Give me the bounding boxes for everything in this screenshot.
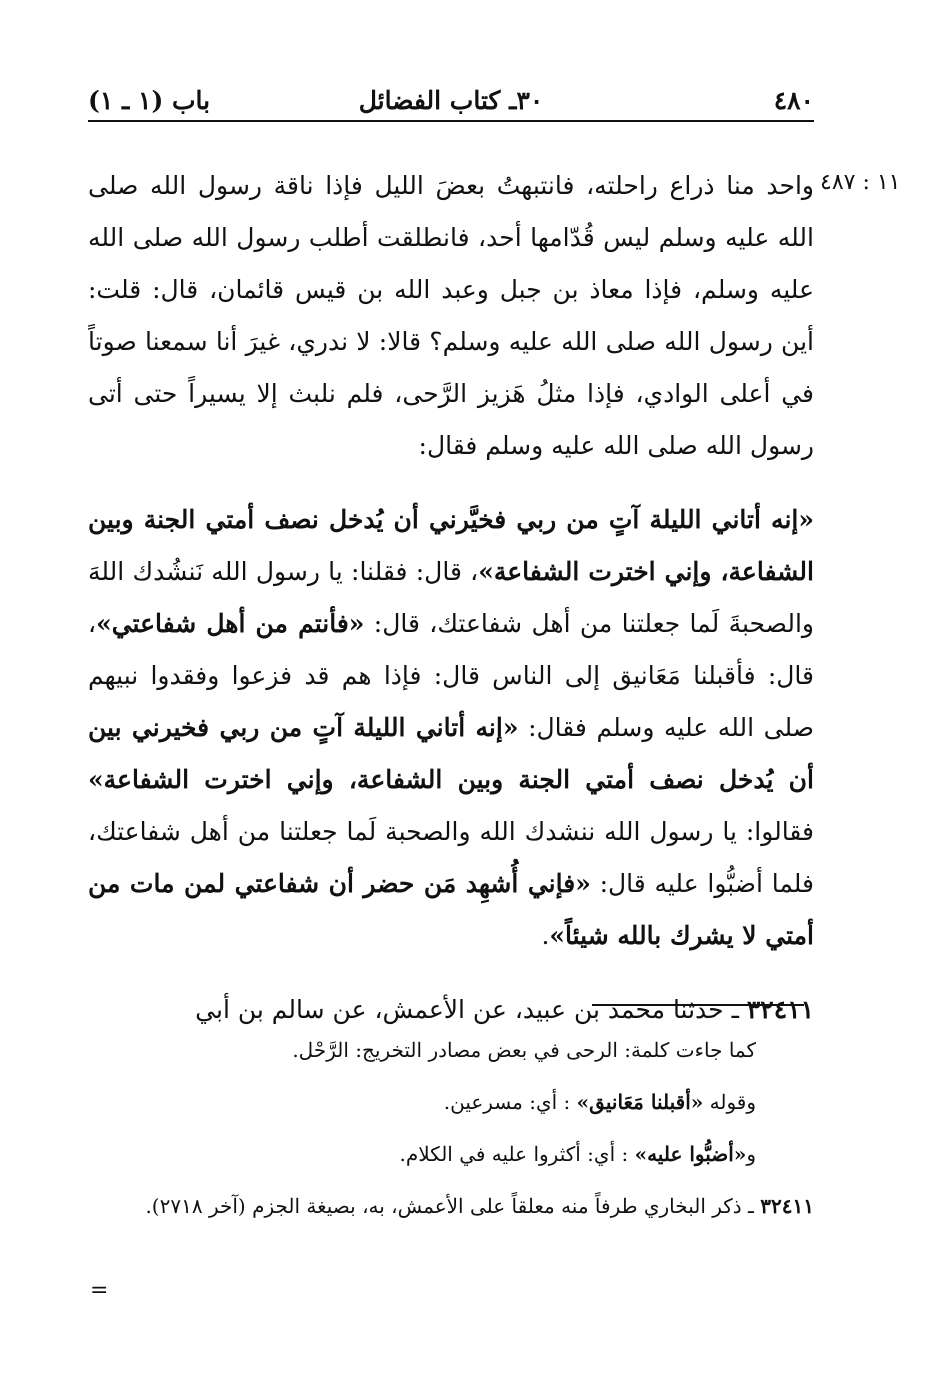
narration-text: فقالوا: يا رسول الله ننشدك الله والصحبة لَما جعلتنا من أهل شفاعتك، فلما أضبُّوا عليه قال: <box>88 817 815 898</box>
footnote-text: : أي: مسرعين. <box>443 1090 577 1114</box>
narration-text: ، قال: فأقبلنا مَعَانيق إلى الناس قال: فإذا هم قد فزعوا وفقدوا نبيهم صلى الله عليه وسلم فقال: <box>88 609 814 742</box>
narration-text: ، قال: فقلنا: يا رسول الله نَنشُدك اللهَ والصحبةَ لَما جعلتنا من أهل شفاعتك، قال: <box>88 557 814 638</box>
footnote-text: : أي: أكثروا عليه في الكلام. <box>399 1142 635 1166</box>
hadith-quote: «إنه أتاني الليلة آتٍ من ربي فخيَّرني أن يُدخل نصف أمتي الجنة وبين الشفاعة، وإني اخترت الشفاعة» <box>88 505 814 586</box>
end-mark: = <box>90 1278 109 1303</box>
main-text <box>88 160 814 1036</box>
footnote-4 <box>88 1184 814 1228</box>
footnote-3 <box>88 1132 814 1176</box>
footnote-2 <box>88 1080 814 1124</box>
narration-text: ـ حدثنا محمد بن عبيد، عن الأعمش، عن سالم بن أبي <box>195 995 747 1024</box>
paragraph-1: واحد منا ذراع راحلته، فانتبهتُ بعضَ الليل فإذا ناقة رسول الله صلى الله عليه وسلم ليس قُدّامها أحد، فانطلقت أطلب رسول الله صلى الله عليه وسلم، فإذا معاذ بن جبل وعبد الله بن قيس قائمان، قال: قلت: أين رسول الله صلى الله عليه وسلم؟ قالا: لا ندري، غيرَ أنا سمعنا صوتاً في أعلى الوادي، فإذا مثلُ هَزيز الرَّحى، فلم نلبث إلا يسيراً حتى أتى رسول الله صلى الله عليه وسلم فقال: <box>88 171 814 460</box>
page-number: ٤٨٠ <box>773 86 814 115</box>
footnote-term: «أقبلنا مَعَانيق» <box>576 1090 704 1114</box>
footnote-text: وقوله <box>703 1090 756 1114</box>
hadith-quote: «إنه أتاني الليلة آتٍ من ربي فخيرني بين أن يُدخل نصف أمتي الجنة وبين الشفاعة، وإني اخترت الشفاعة» <box>88 713 814 794</box>
running-header <box>88 80 814 122</box>
volume-page-reference: ١١ : ٤٨٧ <box>820 170 901 195</box>
hadith-number: ٣٢٤١١ <box>760 1194 814 1218</box>
hadith-number: ٣٢٤١١ <box>746 995 814 1024</box>
narration-text: . <box>541 921 550 950</box>
footnote-text: ـ ذكر البخاري طرفاً منه معلقاً على الأعمش، به، بصيغة الجزم (آخر ٢٧١٨). <box>145 1194 761 1218</box>
footnote-term: «أضبُّوا عليه» <box>634 1142 747 1166</box>
book-title: ٣٠ـ كتاب الفضائل <box>358 86 544 115</box>
chapter-label: باب (١ ـ ١) <box>88 86 211 115</box>
footnotes <box>88 1028 814 1228</box>
hadith-quote: «فأنتم من أهل شفاعتي» <box>96 609 365 638</box>
paragraph-2 <box>88 494 814 962</box>
footnote-1: كما جاءت كلمة: الرحى في بعض مصادر التخريج: الرَّحْل. <box>292 1038 756 1062</box>
footnote-separator <box>592 1004 804 1006</box>
hadith-quote: «فإني أُشهِد مَن حضر أن شفاعتي لمن مات من أمتي لا يشرك بالله شيئاً» <box>88 869 814 950</box>
footnote-text: و <box>746 1142 756 1166</box>
